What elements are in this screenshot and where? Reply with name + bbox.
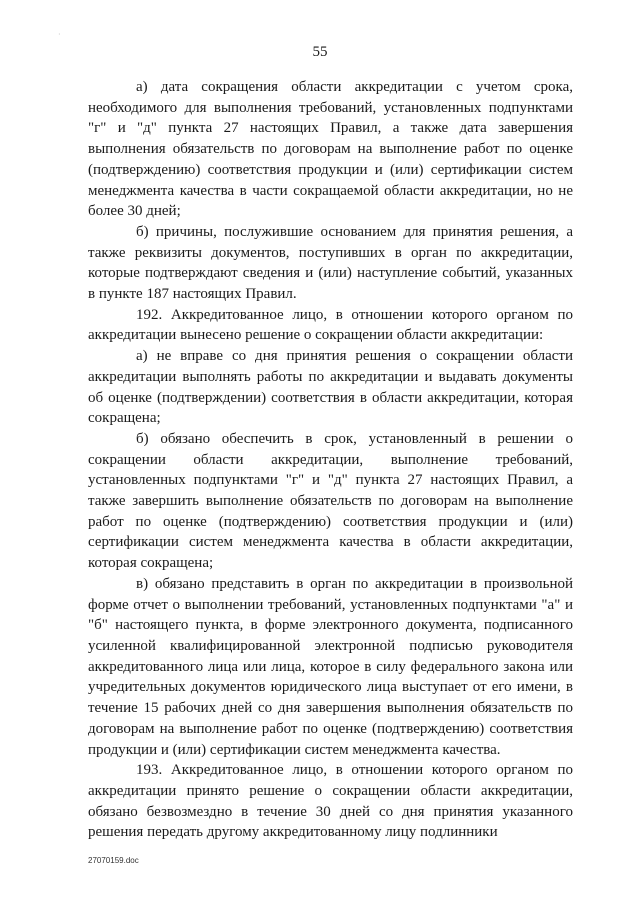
body-text [88, 77, 573, 843]
paragraph-192-heading: 192. Аккредитованное лицо, в отношении которого органом по аккредитации вынесено решение о сокращении области аккредитации: [88, 306, 573, 344]
paragraph-192-b: б) обязано обеспечить в срок, установленный в решении о сокращении области аккредитации, выполнение требований, установленных подпунктами "г" и "д" пункта 27 настоящих Правил, а также завершить выполнение обязательств по договорам на выполнение работ по оценке (подтверждению) соответствия продукции и (или) сертификации систем менеджмента качества в области аккредитации, которая сокращена; [88, 430, 573, 572]
scan-edge-mark: · [58, 30, 61, 39]
paragraph-192-a: а) не вправе со дня принятия решения о сокращении области аккредитации выполнять работы по аккредитации и выдавать документы об оценке (подтверждении) соответствия в области аккредитации, которая сокращена; [88, 348, 573, 427]
paragraph-a-date: а) дата сокращения области аккредитации с учетом срока, необходимого для выполнения требований, установленных подпунктами "г" и "д" пункта 27 настоящих Правил, а также дата завершения выполнения обязательств по договорам на выполнение работ по оценке (подтверждению) соответствия продукции и (или) сертификации систем менеджмента качества в части сокращаемой области аккредитации, но не более 30 дней; [88, 79, 573, 220]
paragraph-193: 193. Аккредитованное лицо, в отношении которого органом по аккредитации принято решение о сокращении области аккредитации, обязано безвозмездно в течение 30 дней со дня принятия указанного решения передать другому аккредитованному лицу подлинники [88, 762, 573, 841]
paragraph-192-c: в) обязано представить в орган по аккредитации в произвольной форме отчет о выполнении требований, установленных подпунктами "а" и "б" настоящего пункта, в форме электронного документа, подписанного усиленной квалифицированной электронной подписью руководителя аккредитованного лица или лица, которое в силу федерального закона или учредительных документов юридического лица выступает от его имени, в течение 15 рабочих дней со дня завершения выполнения обязательств по договорам на выполнение работ по оценке (подтверждению) соответствия продукции и (или) сертификации систем менеджмента качества. [88, 575, 573, 758]
page-number: 55 [312, 44, 328, 60]
paragraph-b-reasons: б) причины, послужившие основанием для принятия решения, а также реквизиты документов, поступивших в орган по аккредитации, которые подтверждают сведения и (или) наступление событий, указанных в пункте 187 настоящих Правил. [88, 223, 573, 303]
footer-file-code: 27070159.doc [88, 856, 139, 865]
